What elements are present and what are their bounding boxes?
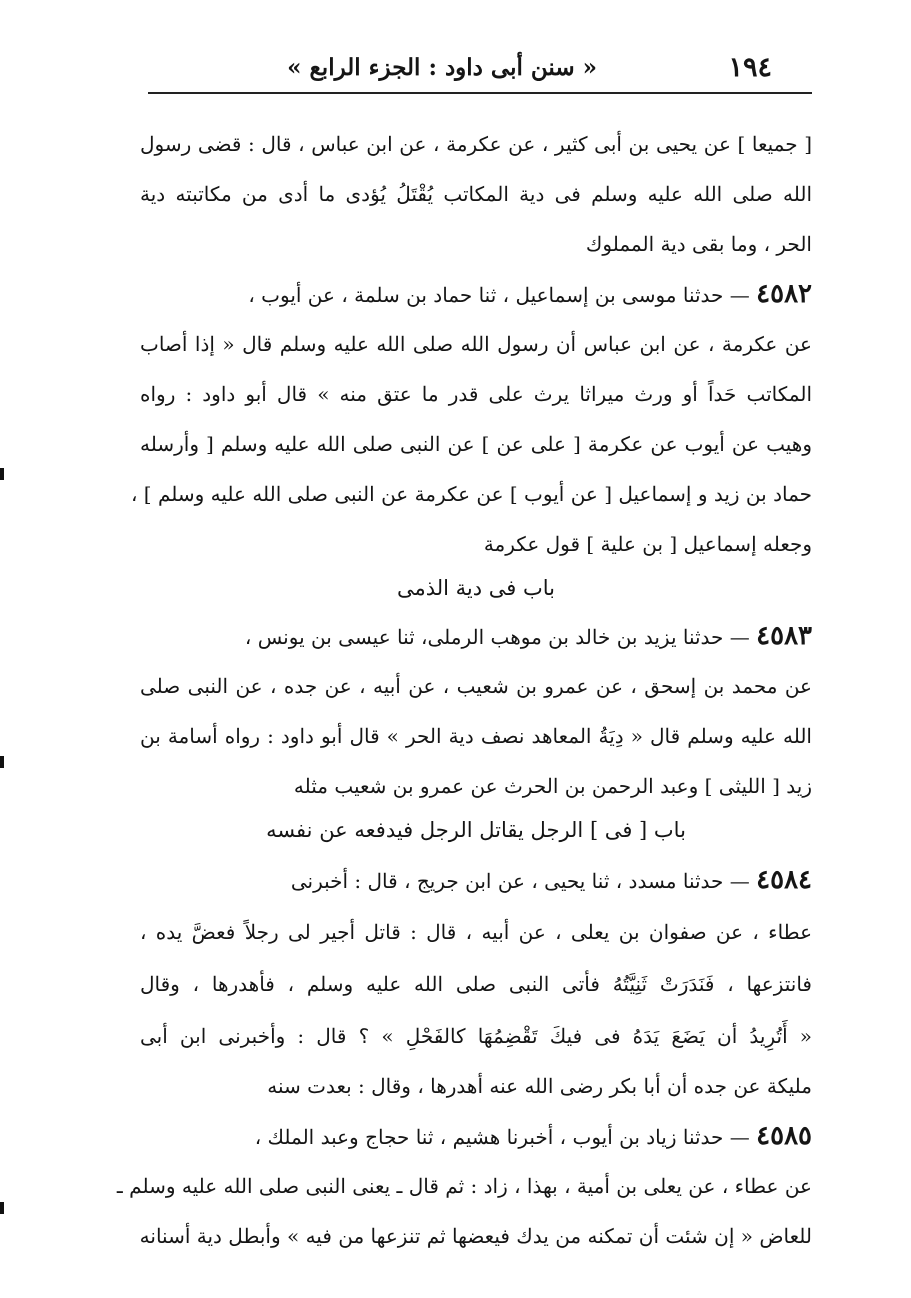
text-line: [ جميعا ] عن يحيى بن أبى كثير ، عن عكرمة ، عن ابن عباس ، قال : قضى رسول xyxy=(140,132,812,156)
text-line: — حدثنا زياد بن أيوب ، أخبرنا هشيم ، ثنا حجاج وعبد الملك ، xyxy=(254,1125,750,1149)
running-title: « سنن أبى داود : الجزء الرابع » xyxy=(287,54,597,81)
hadith-4585-first-line xyxy=(140,1116,812,1156)
hadith-number: ٤٥٨٤ xyxy=(756,865,812,895)
text-line: مليكة عن جده أن أبا بكر رضى الله عنه أهدرها ، وقال : بعدت سنه xyxy=(267,1074,812,1098)
text-line: عطاء ، عن صفوان بن يعلى ، عن أبيه ، قال : قاتل أجير لى رجلاً فعضَّ يده ، xyxy=(140,920,812,944)
text-line: عن عطاء ، عن يعلى بن أمية ، بهذا ، زاد : ثم قال ـ يعنى النبى صلى الله عليه وسلم ـ xyxy=(116,1174,812,1198)
text-line: عن عكرمة ، عن ابن عباس أن رسول الله صلى الله عليه وسلم قال « إذا أصاب xyxy=(140,332,812,356)
text-line: الله صلى الله عليه وسلم فى دية المكاتب يُقْتَلُ يُؤدى ما أدى من مكاتبته دية xyxy=(140,182,812,206)
hadith-number: ٤٥٨٥ xyxy=(756,1121,812,1151)
hadith-4582-first-line xyxy=(140,274,812,314)
text-line: فانتزعها ، فَنَدَرَتْ ثَنِيَّتُهُ فأتى النبى صلى الله عليه وسلم ، فأهدرها ، وقال xyxy=(140,972,812,996)
page-header xyxy=(148,48,812,96)
hadith-4584-first-line xyxy=(140,860,812,900)
text-line: وهيب عن أيوب عن عكرمة [ على عن ] عن النبى صلى الله عليه وسلم [ وأرسله xyxy=(140,432,812,456)
chapter-heading: باب [ فى ] الرجل يقاتل الرجل فيدفعه عن نفسه xyxy=(266,818,686,842)
scan-edge-mark xyxy=(0,1202,4,1214)
scan-edge-mark xyxy=(0,468,4,480)
hadith-number: ٤٥٨٣ xyxy=(756,621,812,651)
page-number: ١٩٤ xyxy=(728,52,772,83)
text-line: المكاتب حَداً أو ورث ميراثا يرث على قدر ما عتق منه » قال أبو داود : رواه xyxy=(140,382,812,406)
text-line: « أَتُرِيدُ أن يَضَعَ يَدَهُ فى فيكَ تَقْضِمُهَا كالفَحْلِ » ؟ قال : وأخبرنى ابن أبى xyxy=(140,1024,812,1048)
text-line: — حدثنا مسدد ، ثنا يحيى ، عن ابن جريج ، قال : أخبرنى xyxy=(290,869,750,893)
text-line: الله عليه وسلم قال « دِيَةُ المعاهد نصف دية الحر » قال أبو داود : رواه أسامة بن xyxy=(140,724,812,748)
scan-edge-mark xyxy=(0,756,4,768)
text-line: للعاض « إن شئت أن تمكنه من يدك فيعضها ثم تنزعها من فيه » وأبطل دية أسنانه xyxy=(139,1224,812,1248)
header-rule xyxy=(148,92,812,94)
text-line: وجعله إسماعيل [ بن علية ] قول عكرمة xyxy=(483,532,812,556)
hadith-4583-first-line xyxy=(140,616,812,656)
text-line: زيد [ الليثى ] وعبد الرحمن بن الحرث عن عمرو بن شعيب مثله xyxy=(293,774,812,798)
text-line: — حدثنا يزيد بن خالد بن موهب الرملى، ثنا عيسى بن يونس ، xyxy=(244,625,750,649)
chapter-heading: باب فى دية الذمى xyxy=(396,576,556,600)
text-line: حماد بن زيد و إسماعيل [ عن أيوب ] عن عكرمة عن النبى صلى الله عليه وسلم ] ، xyxy=(130,482,812,506)
hadith-number: ٤٥٨٢ xyxy=(756,279,812,309)
text-line: الحر ، وما بقى دية المملوك xyxy=(585,232,812,256)
text-line: عن محمد بن إسحق ، عن عمرو بن شعيب ، عن أبيه ، عن جده ، عن النبى صلى xyxy=(140,674,812,698)
text-line: — حدثنا موسى بن إسماعيل ، ثنا حماد بن سلمة ، عن أيوب ، xyxy=(248,283,750,307)
